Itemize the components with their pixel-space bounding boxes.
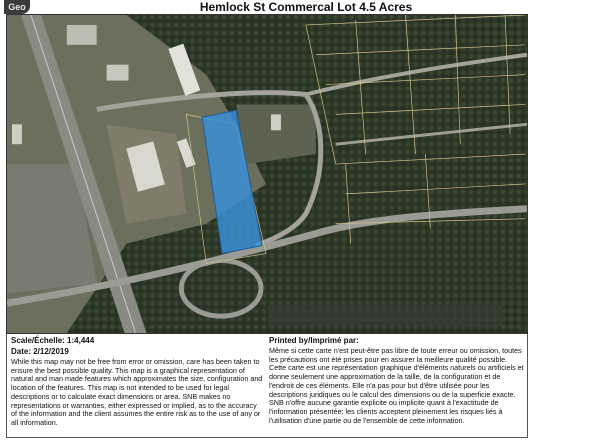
map-footer — [6, 334, 528, 438]
building — [107, 65, 129, 81]
building — [12, 124, 22, 144]
date-label: Date: 2/12/2019 — [11, 347, 69, 356]
map-printout — [4, 0, 592, 442]
geonb-logo: Geo — [4, 0, 30, 14]
disclaimer-french: Même si cette carte n'est peut-être pas libre de toute erreur ou omission, toutes les précautions ont été prises pour en assurer la meilleure qualité possible. Cette carte est une représentation graphique d'éléments naturels ou artificiels et donne seulement une approximation de la taille, de la configuration et de l'endroit de ces éléments. Elle n'a pas pour but d'être utilisée pour les descriptions juridiques ou le calcul des dimensions ou de la superficie exacte. SNB n'offre aucune garantie explicite ou implicite quant à l'exactitude de l'information présentée; les clients acceptent pleinement les risques liés à l'utilisation d'une partie ou de l'ensemble de cette information. — [269, 346, 524, 425]
aerial-map[interactable] — [6, 14, 528, 334]
field-area — [236, 104, 316, 164]
scale-label: Scale/Échelle: 1:4,444 — [11, 336, 95, 345]
annotation-strip — [268, 305, 503, 327]
building — [67, 25, 97, 45]
footer-french — [269, 336, 525, 425]
building — [271, 114, 281, 130]
aerial-map-canvas — [7, 15, 527, 333]
printed-by-label: Printed by/Imprimé par: — [269, 336, 359, 345]
disclaimer-english: While this map may not be free from error or omission, care has been taken to ensure the best possible quality. This map is a graphical representation of natural and man made features which approximates the size, configuration and location of the features. This map is not intended to be used for legal descriptions or to calculate exact dimensions or area. SNB makes no representations or warranties, either expressed or implied, as to the accuracy of the information and the client assumes the entire risk as to the use of any or all information. — [11, 357, 263, 427]
page-title: Hemlock St Commercal Lot 4.5 Acres — [199, 0, 413, 14]
footer-english — [11, 336, 263, 428]
